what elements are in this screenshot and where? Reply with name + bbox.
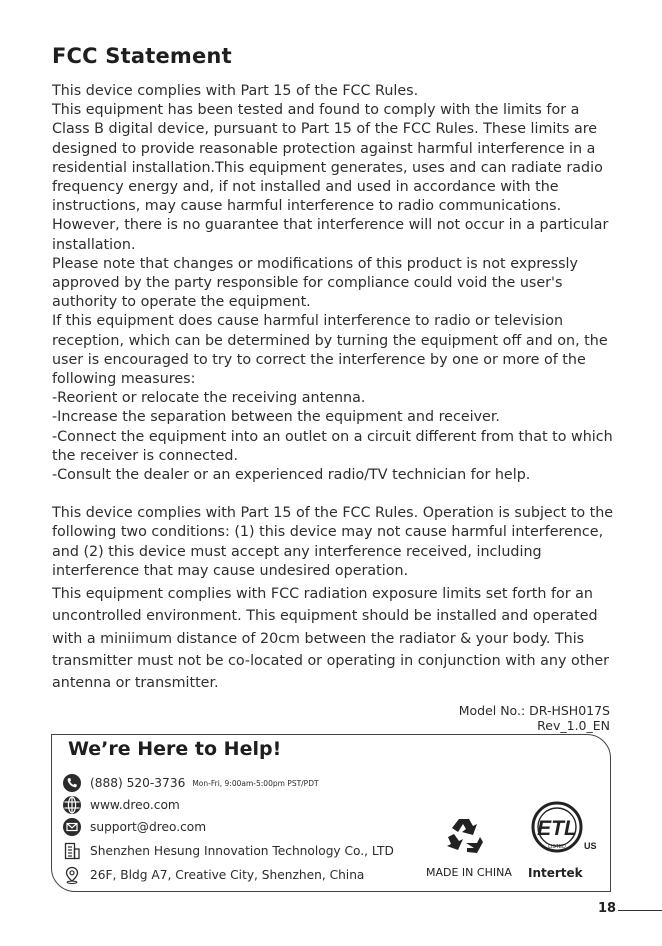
location-pin-icon xyxy=(62,865,82,885)
etl-listed-icon xyxy=(528,799,598,861)
intertek-label: Intertek xyxy=(528,866,583,880)
statement-paragraph: This equipment has been tested and found to comply with the limits for a Class B digital device, pursuant to Part 15 of the FCC Rules. These limits are designed to provide reasonable protection against harmful interference in a residential installation.This equipment generates, uses and can radiate radio frequency energy and, if not installed and used in accordance with the instructions, may cause harmful interference to radio communications. However, there is no guarantee that interference will not occur in a particular installation. xyxy=(52,102,609,253)
website-link[interactable]: www.dreo.com xyxy=(90,798,180,812)
page-number: 18 xyxy=(598,901,617,916)
mail-icon xyxy=(62,817,82,837)
phone-hours: Mon-Fri, 9:00am-5:00pm PST/PDT xyxy=(192,778,319,788)
globe-icon xyxy=(62,795,82,815)
company-name: Shenzhen Hesung Innovation Technology Co., LTD xyxy=(90,844,394,858)
contact-website xyxy=(62,795,180,815)
measure-item: -Connect the equipment into an outlet on a circuit different from that to which the receiver is connected. xyxy=(52,428,613,464)
radiation-exposure-paragraph: This equipment complies with FCC radiation exposure limits set forth for an uncontrolled environment. This equipment should be installed and operated with a miniimum distance of 20cm between the radiator & your body. This transmitter must not be co-located or operating in conjunction with any other antenna or transmitter. xyxy=(52,586,610,692)
measure-item: -Increase the separation between the equipment and receiver. xyxy=(52,409,500,426)
phone-icon xyxy=(62,773,82,793)
statement-paragraph: If this equipment does cause harmful interference to radio or television reception, which can be determined by turning the equipment off and on, the user is encouraged to try to correct the interference by one or more of the following measures: xyxy=(52,313,608,388)
help-box xyxy=(51,734,611,892)
measure-item: -Consult the dealer or an experienced radio/TV technician for help. xyxy=(52,467,531,484)
statement-paragraph: Please note that changes or modifications of this product is not expressly approved by the party responsible for compliance could void the user's authority to operate the equipment. xyxy=(52,255,578,311)
made-in-china: MADE IN CHINA xyxy=(426,866,512,879)
statement-paragraph: This device complies with Part 15 of the FCC Rules. Operation is subject to the following two conditions: (1) this device may not cause harmful interference, and (2) this device must accept any interference received, including interference that may cause undesired operation. xyxy=(52,505,614,579)
measure-item: -Reorient or relocate the receiving antenna. xyxy=(52,390,366,407)
contact-address xyxy=(62,865,364,885)
address: 26F, Bldg A7, Creative City, Shenzhen, China xyxy=(90,868,365,882)
contact-phone xyxy=(62,773,319,793)
phone-number[interactable]: (888) 520-3736 xyxy=(90,776,186,790)
statement-paragraph: This device complies with Part 15 of the FCC Rules. xyxy=(52,83,419,99)
help-title: We’re Here to Help! xyxy=(68,738,282,760)
etl-region-text: US xyxy=(584,841,597,851)
page-number-rule xyxy=(618,910,662,911)
revision: Rev_1.0_EN xyxy=(537,718,610,733)
contact-company xyxy=(62,841,394,861)
model-number: Model No.: DR-HSH017S xyxy=(458,703,610,718)
etl-main-text: ETL xyxy=(537,817,577,840)
etl-listed-text: LISTED xyxy=(548,844,566,850)
email-link[interactable]: support@dreo.com xyxy=(90,820,207,834)
recycle-icon xyxy=(444,815,484,857)
page-title: FCC Statement xyxy=(52,44,232,68)
fcc-statement-body xyxy=(52,82,620,695)
building-icon xyxy=(62,841,82,861)
model-info xyxy=(459,703,610,733)
contact-email xyxy=(62,817,206,837)
